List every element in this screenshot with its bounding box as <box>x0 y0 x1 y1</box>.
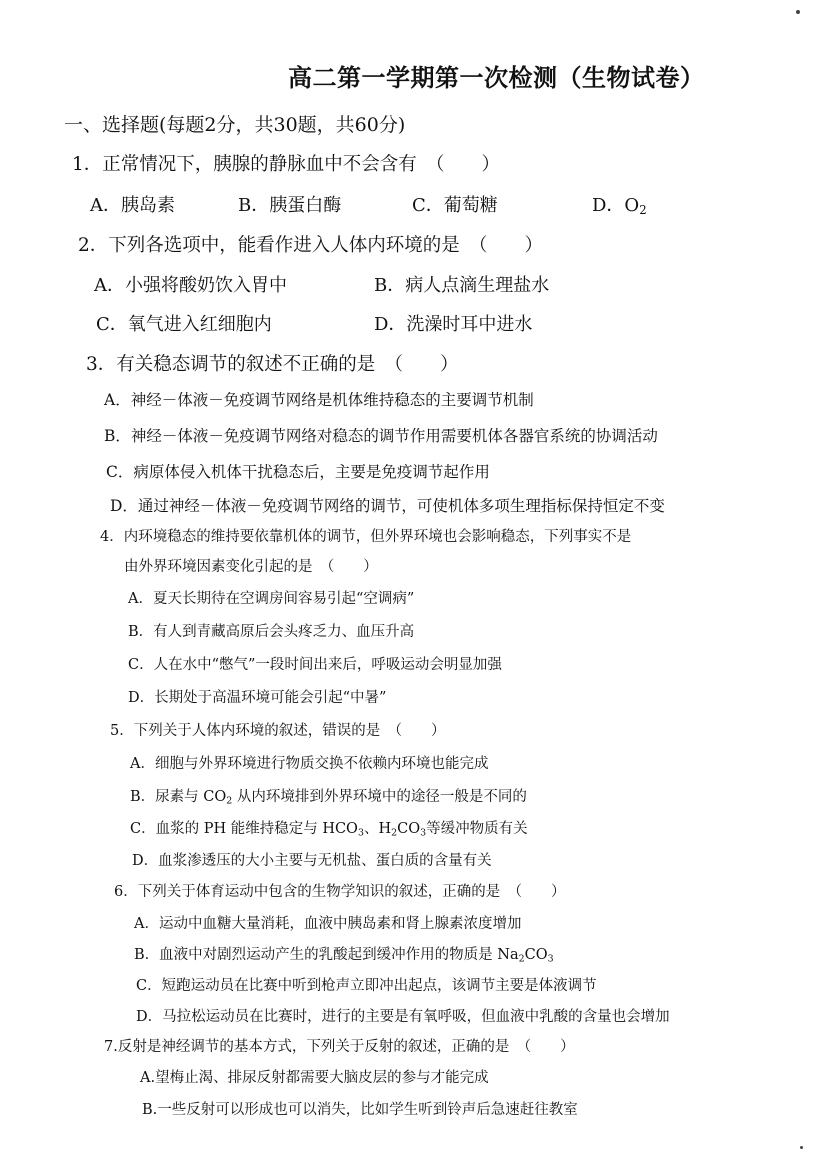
question-1-option-b: B．胰蛋白酶 <box>238 195 342 216</box>
exam-title: 高二第一学期第一次检测（生物试卷） <box>288 63 705 92</box>
question-4-stem-line-2: 由外界环境因素变化引起的是 （ ） <box>124 559 378 575</box>
question-5-option-b: B．尿素与 $CO_2$ 从内环境排到外界环境中的途径一般是不同的 <box>130 789 527 807</box>
question-3-option-a: A．神经－体液－免疫调节网络是机体维持稳态的主要调节机制 <box>104 391 534 409</box>
question-6-stem: 6．下列关于体育运动中包含的生物学知识的叙述，正确的是 （ ） <box>114 884 566 900</box>
question-2-option-d: D．洗澡时耳中进水 <box>374 314 533 335</box>
section-heading: 一、选择题(每题2分，共30题，共60分) <box>64 114 406 136</box>
scan-speck <box>800 1146 803 1149</box>
question-4-option-b: B．有人到青藏高原后会头疼乏力、血压升高 <box>128 624 415 640</box>
question-6-option-c: C．短跑运动员在比赛中听到枪声立即冲出起点，该调节主要是体液调节 <box>136 978 597 994</box>
question-4-stem-line-1: 4．内环境稳态的维持要依靠机体的调节，但外界环境也会影响稳态，下列事实不是 <box>100 529 632 545</box>
question-6-option-d: D．马拉松运动员在比赛时，进行的主要是有氧呼吸，但血液中乳酸的含量也会增加 <box>136 1009 670 1025</box>
question-7-option-a: A.望梅止渴、排尿反射都需要大脑皮层的参与才能完成 <box>140 1070 489 1086</box>
question-5-option-a: A．细胞与外界环境进行物质交换不依赖内环境也能完成 <box>130 756 489 772</box>
question-5-option-c: C．血浆的 PH 能维持稳定与 $HCO_3$、$H_2CO_3$等缓冲物质有关 <box>130 821 528 839</box>
question-7-stem: 7.反射是神经调节的基本方式，下列关于反射的叙述，正确的是 （ ） <box>104 1039 575 1055</box>
question-5-option-d: D．血浆渗透压的大小主要与无机盐、蛋白质的含量有关 <box>132 853 492 869</box>
question-5-stem: 5．下列关于人体内环境的叙述，错误的是 （ ） <box>110 723 446 739</box>
question-2-option-a: A．小强将酸奶饮入胃中 <box>94 275 287 296</box>
question-7-option-b: B.一些反射可以形成也可以消失，比如学生听到铃声后急速赶往教室 <box>142 1102 578 1118</box>
question-4-option-c: C．人在水中“憋气”一段时间出来后，呼吸运动会明显加强 <box>128 657 502 673</box>
question-3-stem: 3．有关稳态调节的叙述不正确的是 （ ） <box>86 354 459 375</box>
question-4-option-d: D．长期处于高温环境可能会引起“中暑” <box>128 690 387 706</box>
question-6-option-b: B．血液中对剧烈运动产生的乳酸起到缓冲作用的物质是 $Na_2CO_3$ <box>134 947 554 965</box>
scan-speck <box>796 10 800 14</box>
question-2-stem: 2．下列各选项中，能看作进入人体内环境的是 （ ） <box>78 235 544 256</box>
question-1-stem: 1．正常情况下，胰腺的静脉血中不会含有 （ ） <box>72 154 501 175</box>
question-4-option-a: A．夏天长期待在空调房间容易引起“空调病” <box>128 591 415 607</box>
question-3-option-b: B．神经－体液－免疫调节网络对稳态的调节作用需要机体各器官系统的协调活动 <box>104 427 658 445</box>
question-2-option-b: B．病人点滴生理盐水 <box>374 275 550 296</box>
question-2-option-c: C．氧气进入红细胞内 <box>96 314 272 335</box>
question-1-option-c: C．葡萄糖 <box>412 195 498 216</box>
question-3-option-c: C．病原体侵入机体干扰稳态后，主要是免疫调节起作用 <box>106 463 490 481</box>
question-1-option-a: A．胰岛素 <box>90 195 175 216</box>
question-3-option-d: D．通过神经－体液－免疫调节网络的调节，可使机体多项生理指标保持恒定不变 <box>110 497 665 515</box>
question-6-option-a: A．运动中血糖大量消耗，血液中胰岛素和肾上腺素浓度增加 <box>134 916 522 932</box>
question-1-option-d: D．$O_2$ <box>592 195 647 217</box>
